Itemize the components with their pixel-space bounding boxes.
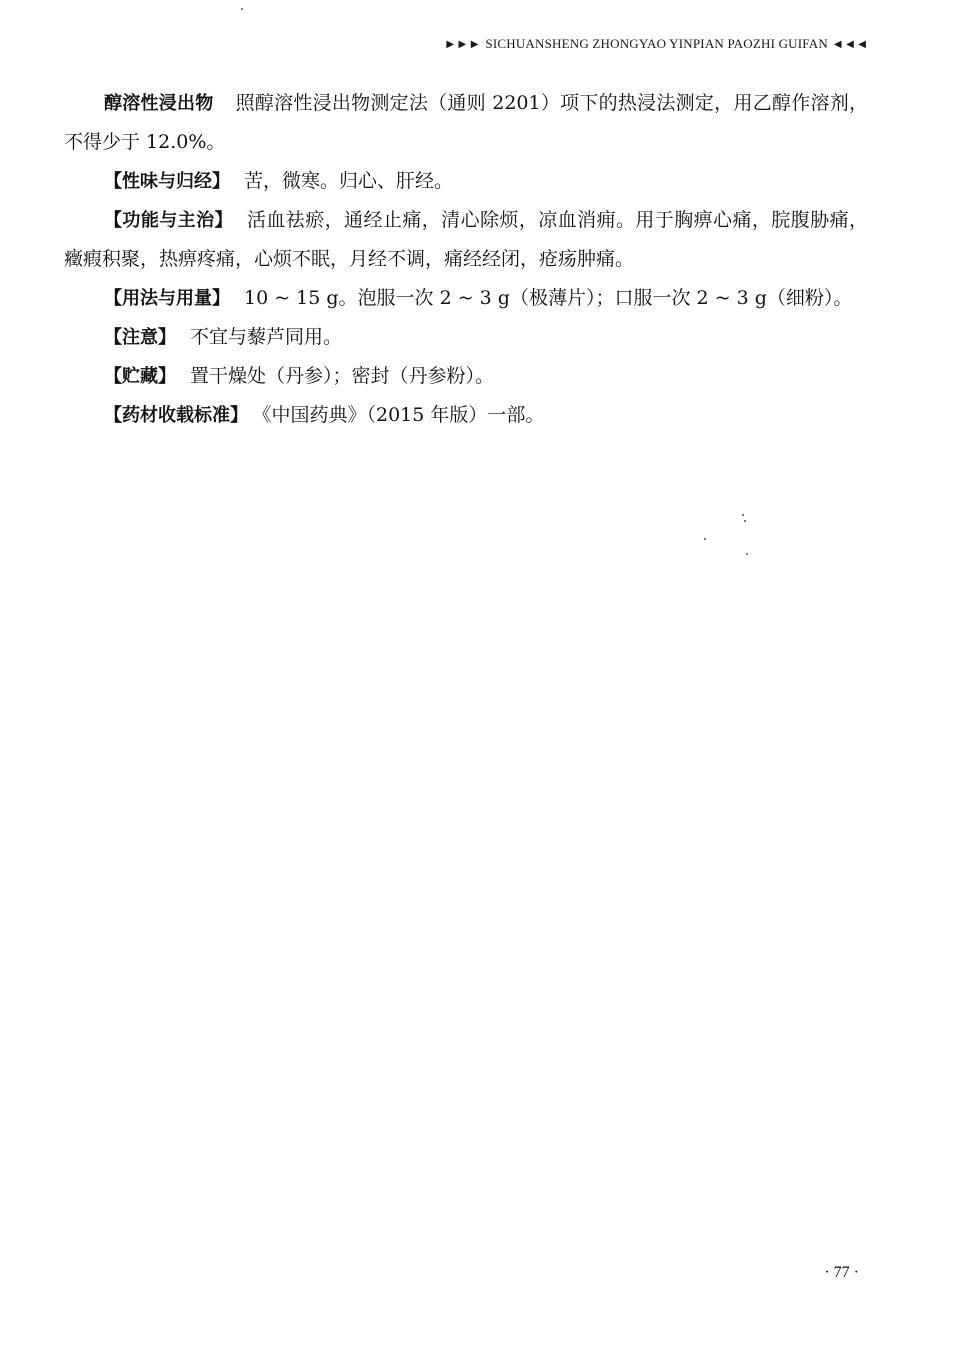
section-text: 《中国药典》（2015 年版）一部。 (262, 404, 545, 426)
scan-speck (742, 514, 744, 516)
section-alcohol-extract (64, 84, 868, 162)
section-text: 活血祛瘀，通经止痛，清心除烦，凉血消痈。用于胸痹心痛，脘腹胁痛，癥瘕积聚，热痹疼痛，心烦不眠，月经不调，痛经经闭，疮疡肿痛。 (64, 209, 868, 270)
section-text: 置干燥处（丹参）；密封（丹参粉）。 (190, 365, 495, 387)
section-label: 【注意】 (104, 327, 176, 348)
section-property-meridian (64, 162, 868, 201)
section-text: 10 ~ 15 g。泡服一次 2 ~ 3 g（极薄片）；口服一次 2 ~ 3 g（细粉）。 (244, 287, 853, 309)
section-caution (64, 318, 868, 357)
running-header (446, 36, 867, 52)
section-function-indication (64, 201, 868, 279)
scan-speck (746, 553, 748, 555)
section-text: 照醇溶性浸出物测定法（通则 2201）项下的热浸法测定，用乙醇作溶剂，不得少于 12.0%。 (64, 92, 868, 153)
section-label: 【用法与用量】 (104, 288, 230, 309)
running-header-title: SICHUANSHENG ZHONGYAO YINPIAN PAOZHI GUIFAN (485, 36, 828, 51)
section-storage (64, 357, 868, 396)
section-label: 【药材收载标准】 (104, 405, 248, 426)
section-usage-dosage (64, 279, 868, 318)
scan-speck (704, 538, 706, 540)
scan-speck (744, 520, 746, 522)
section-text: 苦，微寒。归心、肝经。 (244, 170, 454, 192)
page-number: · 77 · (824, 1264, 859, 1281)
section-text: 不宜与藜芦同用。 (190, 326, 343, 348)
section-material-standard (64, 396, 868, 435)
section-label: 【性味与归经】 (104, 171, 230, 192)
section-label: 【贮藏】 (104, 366, 176, 387)
right-arrows-icon: ▶ ▶ ▶ (446, 38, 480, 50)
left-arrows-icon: ◀ ◀ ◀ (833, 38, 867, 50)
scan-speck (241, 8, 243, 10)
section-label: 醇溶性浸出物 (104, 93, 214, 114)
document-body (64, 84, 868, 435)
section-label: 【功能与主治】 (104, 210, 233, 231)
